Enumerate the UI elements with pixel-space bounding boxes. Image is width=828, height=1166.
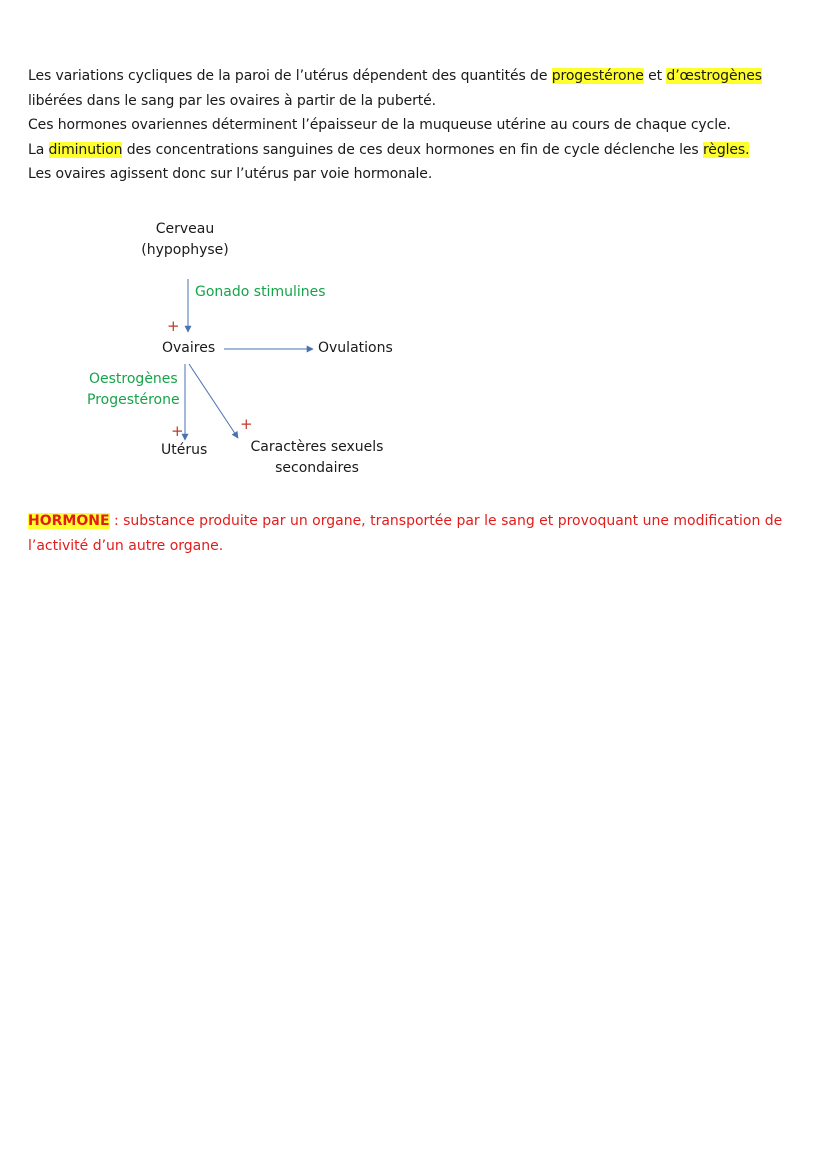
definition-text-1: : substance produite par un organe, transportée par le sang et provoquant une modification de [109, 513, 783, 529]
intro-line-4-text: La [28, 141, 49, 158]
intro-line-2: libérées dans le sang par les ovaires à partir de la puberté. [28, 92, 437, 109]
arrow-ovaries-to-characters [189, 364, 238, 438]
gonado-stimulines-label: Gonado stimulines [195, 284, 326, 300]
highlight-progesterone: progestérone [551, 68, 644, 84]
definition-term: HORMONE [28, 513, 110, 529]
characters-label-line-2: secondaires [275, 460, 359, 476]
uterus-label: Utérus [161, 442, 208, 458]
intro-line-3: Ces hormones ovariennes déterminent l’épaisseur de la muqueuse utérine au cours de chaque cycle. [28, 117, 731, 133]
progesterone-label: Progestérone [87, 392, 180, 408]
ovulations-label: Ovulations [318, 340, 393, 356]
plus-sign-ovaries: + [167, 317, 180, 335]
intro-line-5: Les ovaires agissent donc sur l’utérus par voie hormonale. [28, 166, 433, 182]
characters-label [247, 437, 387, 478]
brain-label-line-1: Cerveau [155, 221, 215, 237]
brain-label-line-2: (hypophyse) [141, 242, 229, 258]
plus-sign-uterus: + [171, 422, 184, 440]
intro-line-1-text: Les variations cycliques de la paroi de l’utérus dépendent des quantités de [28, 68, 552, 84]
hormone-definition [28, 509, 818, 559]
oestrogenes-label: Oestrogènes [89, 371, 178, 387]
diagram-arrows [0, 0, 828, 500]
definition-line-2: l’activité d’un autre organe. [28, 538, 224, 554]
plus-sign-characters: + [240, 415, 253, 433]
highlight-oestrogenes: d’œstrogènes [666, 68, 762, 84]
definition-line-1 [28, 509, 818, 534]
highlight-diminution: diminution [48, 141, 123, 158]
hormonal-diagram [0, 0, 828, 500]
brain-label [140, 219, 230, 260]
highlight-regles: règles. [702, 141, 750, 158]
intro-line-4-mid: des concentrations sanguines de ces deux hormones en fin de cycle déclenche les [122, 141, 703, 158]
ovaries-label: Ovaires [162, 340, 216, 356]
characters-label-line-1: Caractères sexuels [250, 439, 384, 455]
intro-line-1-mid: et [643, 68, 667, 84]
